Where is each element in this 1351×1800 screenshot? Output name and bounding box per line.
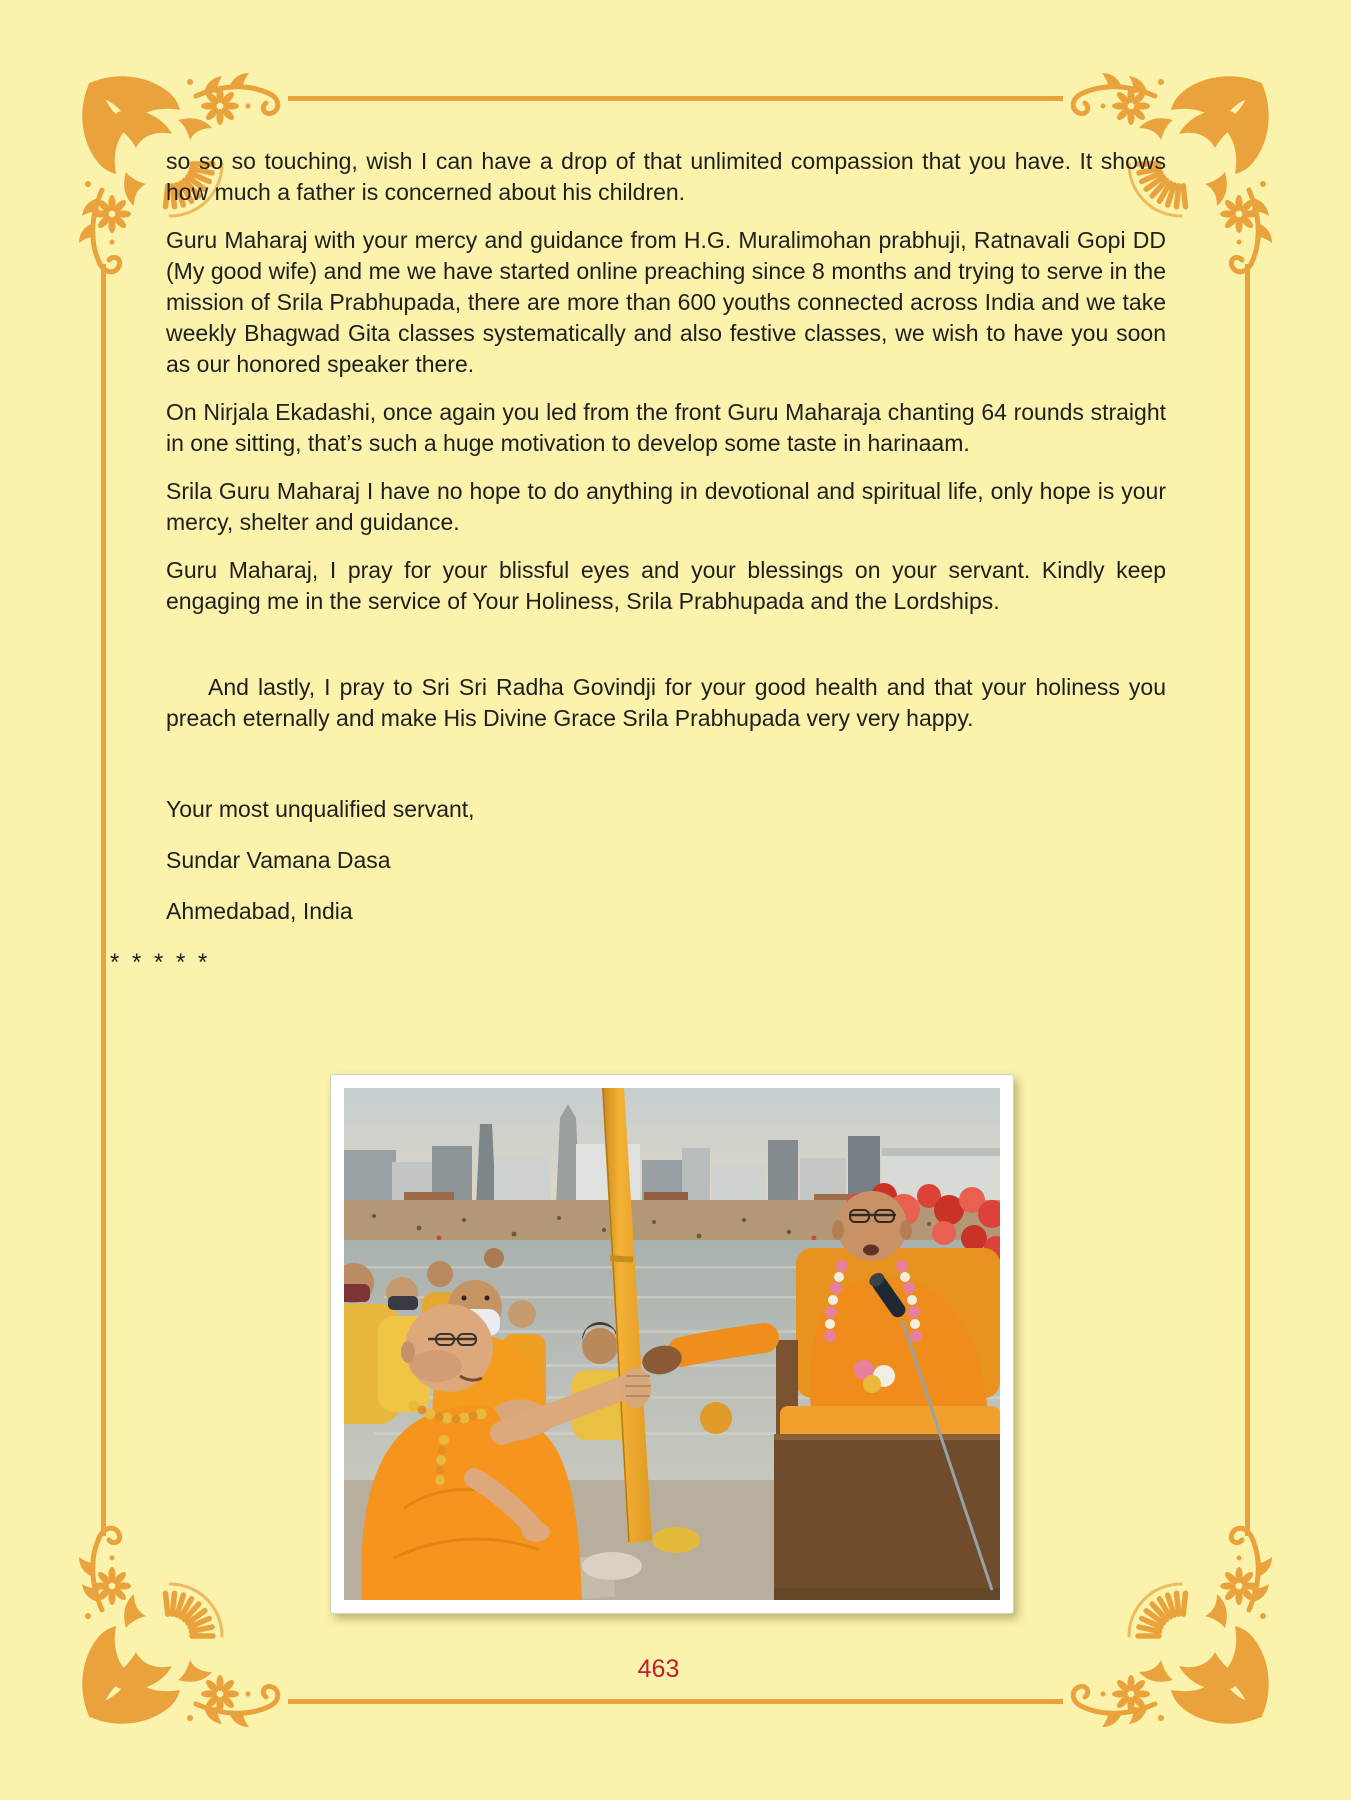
photo-illustration xyxy=(344,1088,1000,1600)
signature-name: Sundar Vamana Dasa xyxy=(166,847,391,873)
letter-paragraph: Srila Guru Maharaj I have no hope to do anything in devotional and spiritual life, only hope is your mercy, shelter and guidance. xyxy=(166,478,1166,535)
letter-paragraph: On Nirjala Ekadashi, once again you led from the front Guru Maharaja chanting 64 rounds straight in one sitting, that’s such a huge motivation to develop some taste in harinaam. xyxy=(166,399,1166,456)
closing-line: Your most unqualified servant, xyxy=(166,796,475,822)
letter-paragraph: Guru Maharaj, I pray for your blissful eyes and your blessings on your servant. Kindly keep engaging me in the service of Your Holiness, Srila Prabhupada and the Lordships. xyxy=(166,557,1166,614)
photo xyxy=(330,1074,1014,1614)
corner-ornament-icon xyxy=(78,1521,285,1728)
page-number: 463 xyxy=(637,1655,680,1683)
couch-front xyxy=(774,1406,1000,1600)
section-separator: * * * * * xyxy=(110,949,211,976)
border-rule-left xyxy=(101,264,106,1536)
letter-paragraph: And lastly, I pray to Sri Sri Radha Govindji for your good health and that your holiness you preach eternally and make His Divine Grace Srila Prabhupada very very happy. xyxy=(166,674,1166,731)
signature-block xyxy=(166,794,1166,927)
letter-paragraph: so so so touching, wish I can have a drop of that unlimited compassion that you have. It shows how much a father is concerned about his children. xyxy=(166,148,1166,205)
corner-ornament-icon xyxy=(1066,1521,1273,1728)
border-rule-top xyxy=(288,96,1063,101)
signature-location: Ahmedabad, India xyxy=(166,898,353,924)
letter-body xyxy=(110,146,1166,995)
letter-paragraph: Guru Maharaj with your mercy and guidance from H.G. Muralimohan prabhuji, Ratnavali Gopi DD (My good wife) and me we have started online preaching since 8 months and trying to serve in the mission of Srila Prabhupada, there are more than 600 youths connected across India and we take weekly Bhagwad Gita classes systematically and also festive classes, we wish to have you soon as our honored speaker there. xyxy=(166,227,1166,377)
border-rule-bottom xyxy=(288,1699,1063,1704)
border-rule-right xyxy=(1245,264,1250,1536)
